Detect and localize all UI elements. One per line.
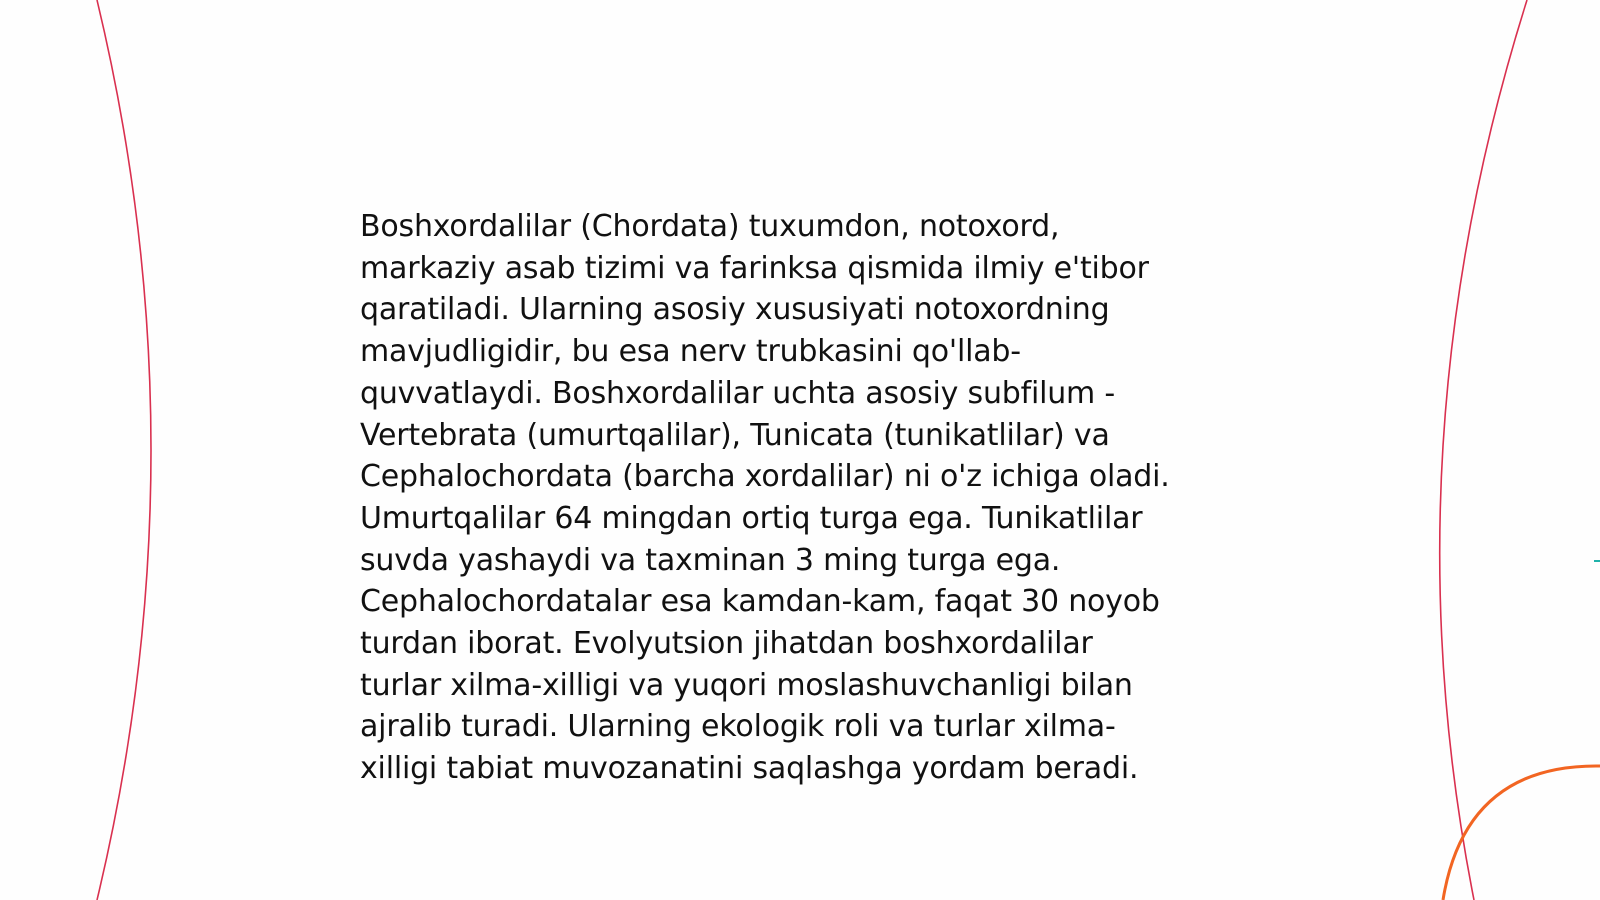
accent-mark bbox=[1594, 560, 1600, 562]
corner-arc bbox=[1443, 766, 1600, 900]
body-paragraph: Boshxordalilar (Chordata) tuxumdon, notoxord, markaziy asab tizimi va farinksa qismida ilmiy e'tibor qaratiladi. Ularning asosiy xususiyati notoxordning mavjudligidir, bu esa nerv trubkasini qo'llab- quvvatlaydi. Boshxordalilar uchta asosiy subfilum - Vertebrata (umurtqalilar), Tunicata (tunikatlilar) va Cephalochordata (barcha xordalilar) ni o'z ichiga oladi. Umurtqalilar 64 mingdan ortiq turga ega. Tunikatlilar suvda yashaydi va taxminan 3 ming turga ega. Cephalochordatalar esa kamdan-kam, faqat 30 noyob turdan iborat. Evolyutsion jihatdan boshxordalilar turlar xilma-xilligi va yuqori moslashuvchanligi bilan ajralib turadi. Ularning ekologik roli va turlar xilma- xilligi tabiat muvozanatini saqlashga yordam beradi. bbox=[360, 209, 1170, 787]
left-curve bbox=[97, 0, 151, 900]
right-curve bbox=[1440, 0, 1527, 900]
